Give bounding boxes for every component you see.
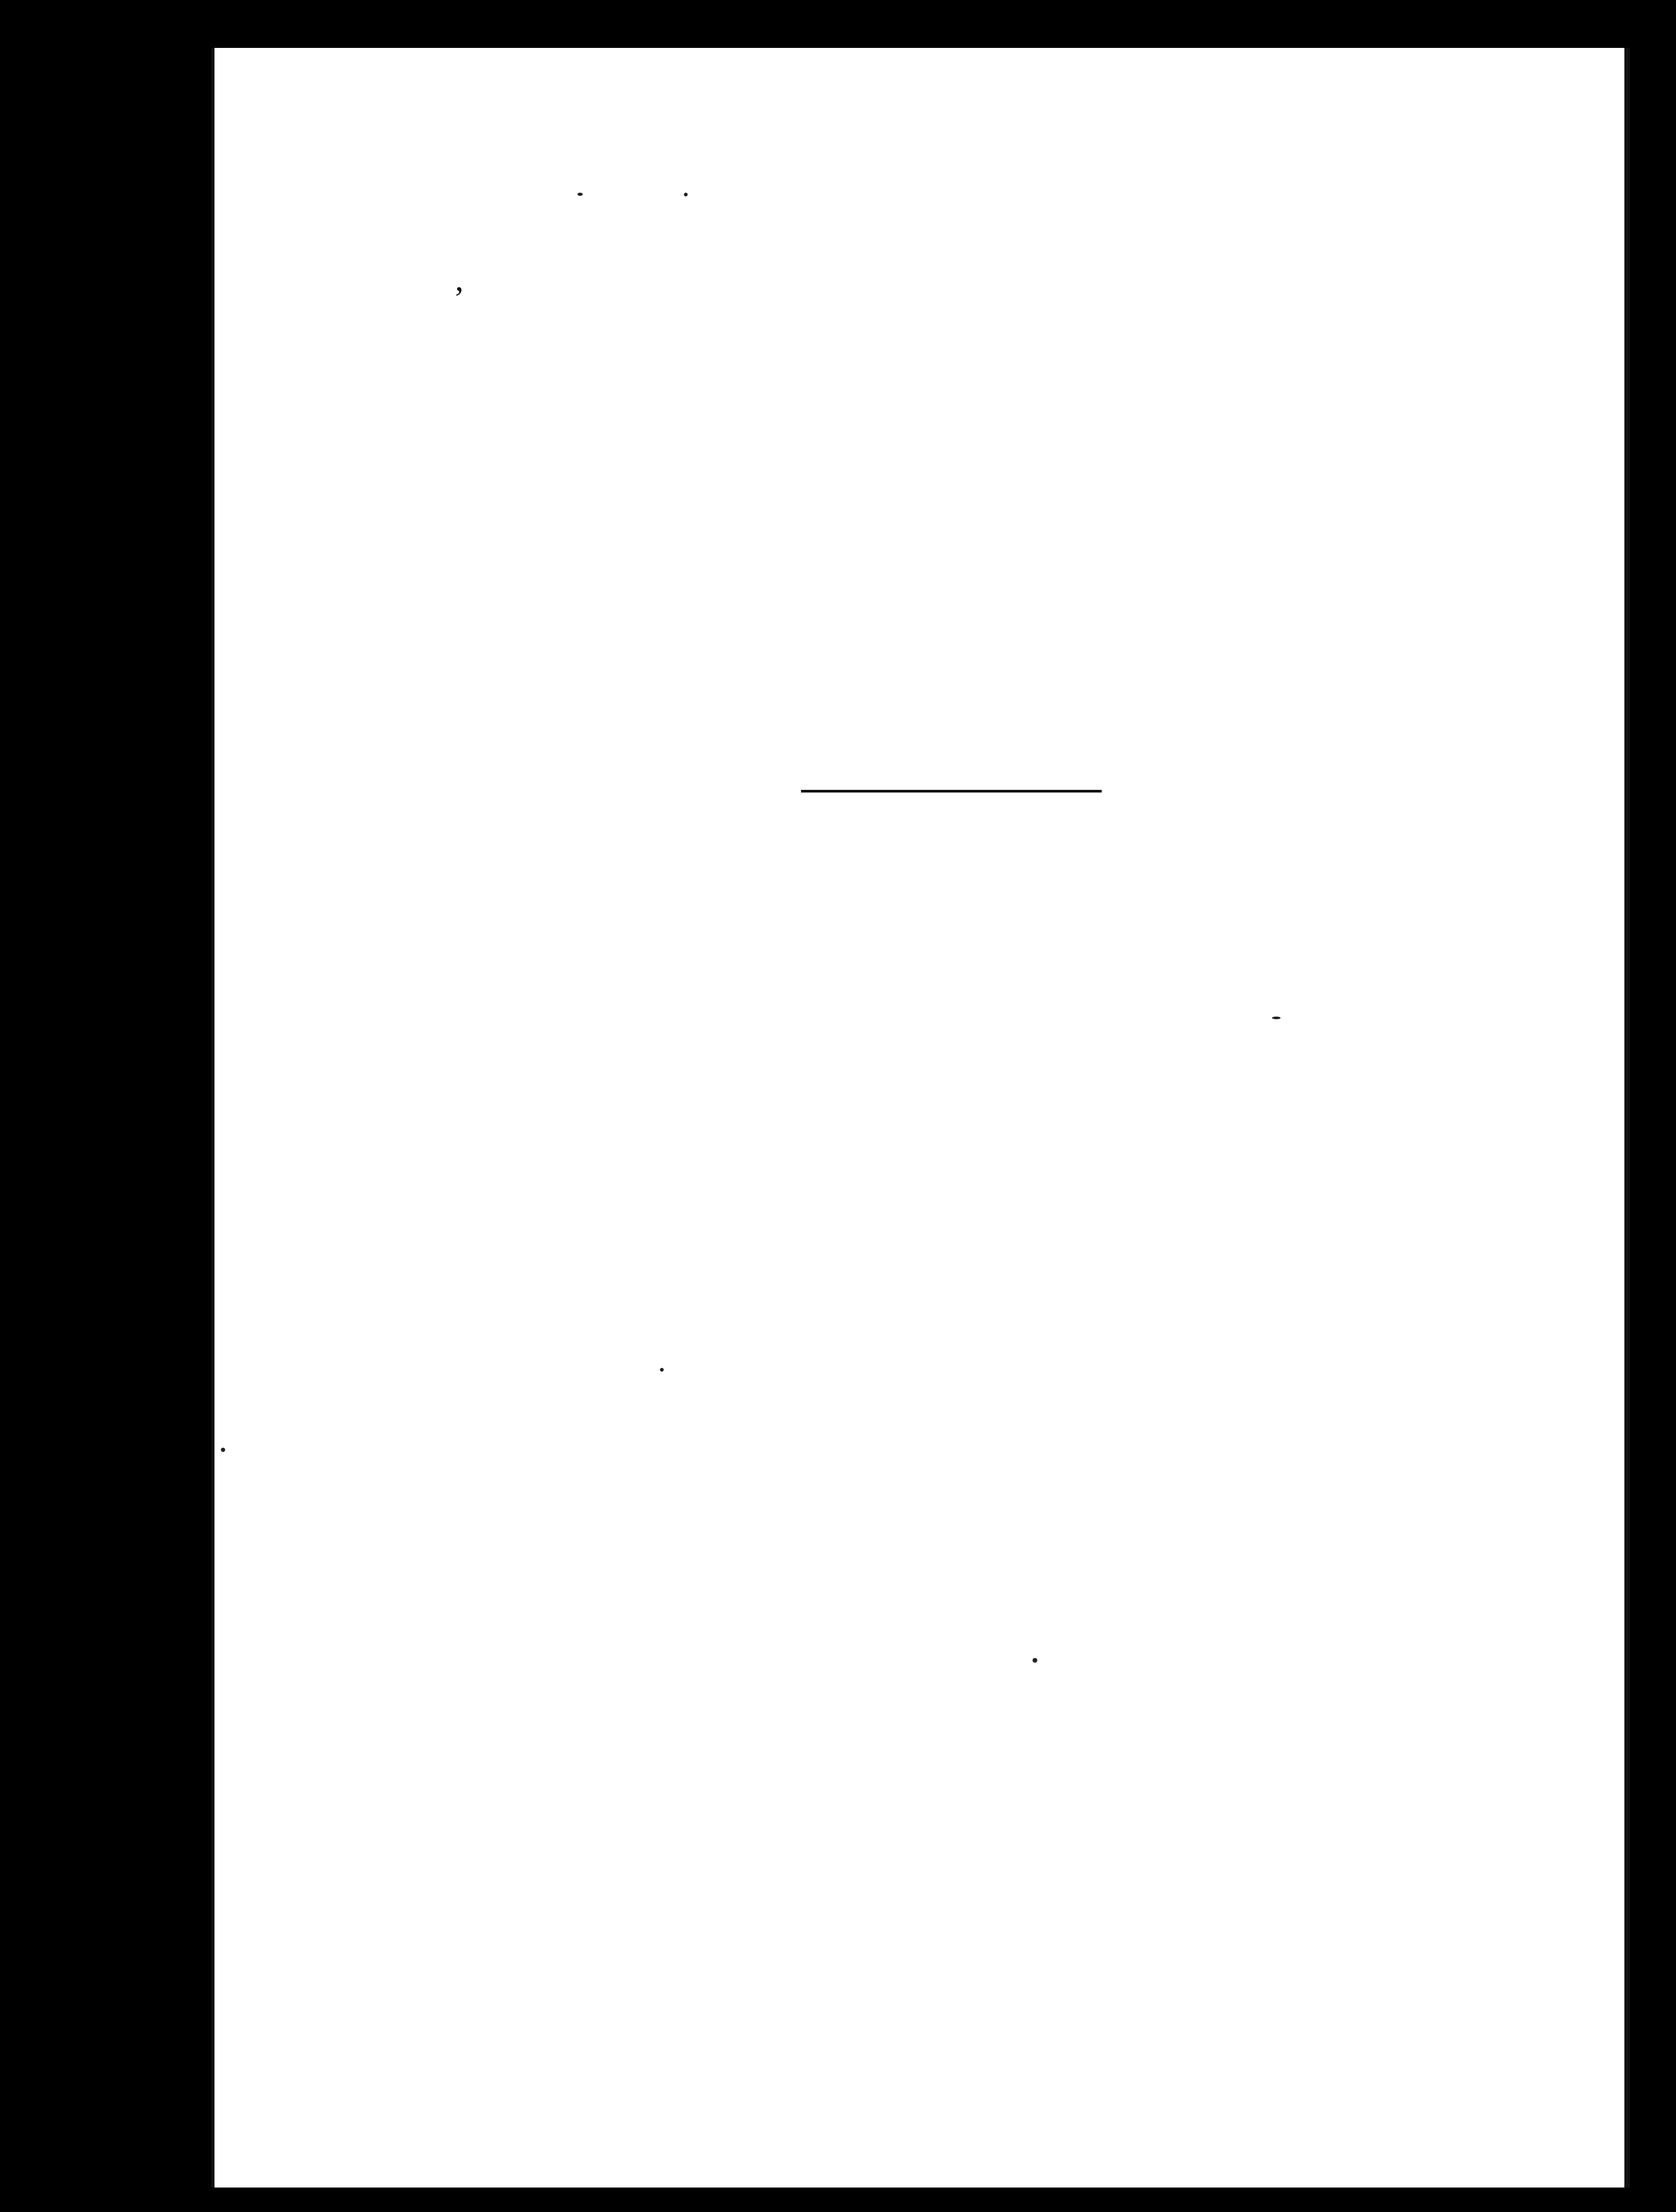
scan-speck — [221, 1448, 225, 1452]
section-divider — [801, 790, 1102, 793]
scan-speck — [577, 193, 583, 196]
scan-speck — [1033, 1658, 1037, 1663]
entry-heading: , — [455, 260, 472, 298]
scan-speck — [660, 1368, 664, 1372]
scan-speck — [1272, 1017, 1281, 1019]
book-page — [211, 48, 1630, 2188]
scan-speck — [684, 193, 688, 196]
